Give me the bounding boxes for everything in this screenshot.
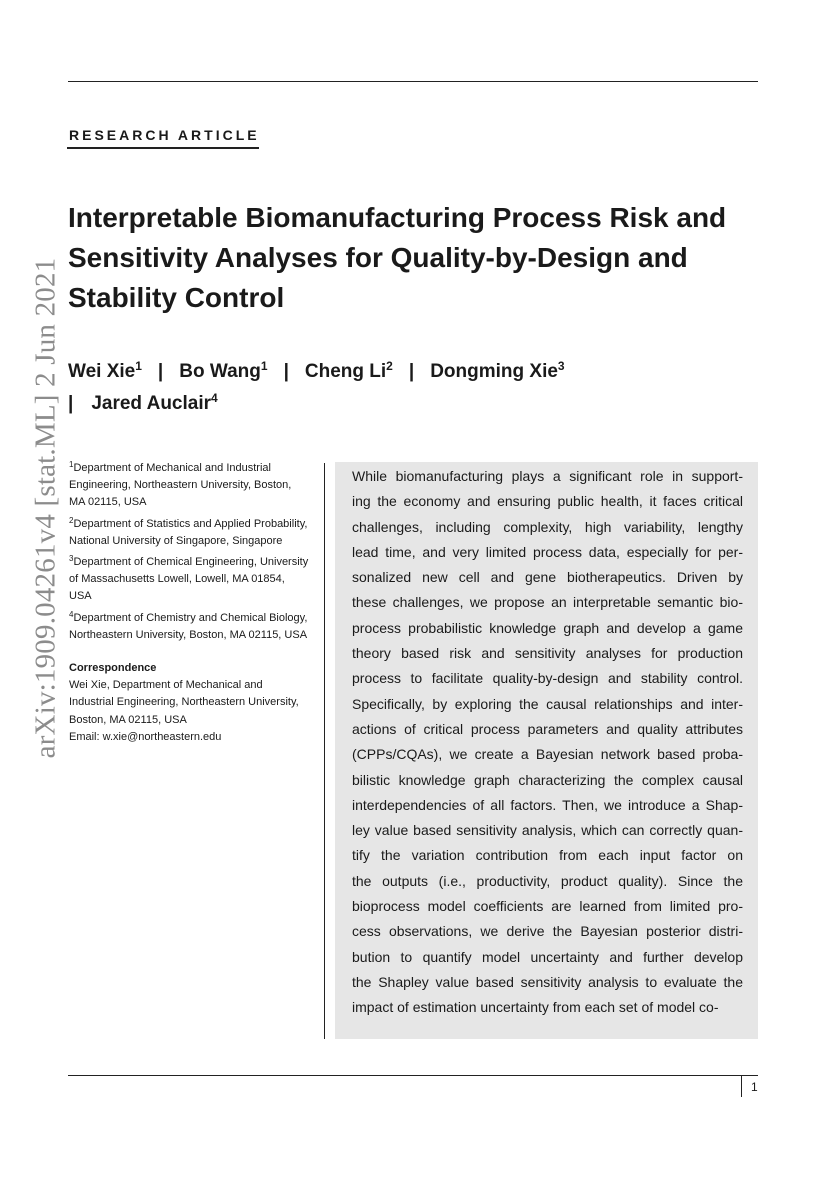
- author-affil-marker: 2: [386, 359, 393, 373]
- affiliation-text: Department of Mechanical and Industrial Engineering, Northeastern University, Boston, MA 02115, USA: [69, 462, 292, 509]
- abstract-line: interdependencies of all factors. Then, we introduce a Shap-: [352, 796, 743, 813]
- affiliation-text: Department of Chemistry and Chemical Biology, Northeastern University, Boston, MA 02115, USA: [69, 611, 308, 641]
- abstract-line: sonalized new cell and gene biotherapeutics. Driven by: [352, 569, 743, 586]
- abstract-line: bution to quantify model uncertainty and further develop: [352, 948, 743, 965]
- author-separator: |: [68, 393, 74, 414]
- author-affil-marker: 4: [211, 391, 218, 405]
- abstract-line: While biomanufacturing plays a significant role in support-: [352, 468, 743, 484]
- section-label: RESEARCH ARTICLE: [69, 127, 260, 143]
- author: [305, 361, 393, 382]
- affiliation-number: 2: [69, 515, 74, 525]
- author-name: Dongming Xie: [430, 361, 558, 382]
- abstract-line: tify the variation contribution from each input factor on: [352, 847, 743, 864]
- abstract-line: process to facilitate quality-by-design and stability control.: [352, 670, 743, 687]
- paper-title: [68, 198, 758, 318]
- affiliation-number: 1: [69, 460, 74, 469]
- correspondence-body: Wei Xie, Department of Mechanical and Industrial Engineering, Northeastern University, Boston, MA 02115, USA: [69, 679, 299, 726]
- abstract-line: Specifically, by exploring the causal relationships and inter-: [352, 695, 743, 712]
- author-affil-marker: 3: [557, 359, 565, 373]
- abstract-line: ley value based sensitivity analysis, which can correctly quan-: [352, 822, 743, 839]
- author-name: Jared Auclair: [91, 393, 212, 414]
- abstract: [352, 464, 743, 1021]
- affiliation: [69, 554, 309, 606]
- author-separator: |: [408, 361, 415, 382]
- page-number-divider: [741, 1075, 742, 1097]
- affiliation: [69, 516, 309, 550]
- abstract-line: lead time, and very limited process data, especially for per-: [352, 543, 743, 560]
- author: [179, 361, 267, 382]
- author: [68, 361, 142, 382]
- abstract-line: impact of estimation uncertainty from each set of model co-: [352, 999, 719, 1016]
- footer-rule: [68, 1075, 758, 1076]
- author-list: [68, 356, 758, 420]
- author: [430, 361, 564, 382]
- author-separator: |: [283, 361, 289, 382]
- author-name: Cheng Li: [304, 361, 387, 382]
- affiliation-text: Department of Statistics and Applied Probability, National University of Singapore, Singapore: [69, 517, 308, 547]
- author-name: Bo Wang: [179, 361, 261, 382]
- author-separator: |: [157, 361, 164, 382]
- affiliation-text: Department of Chemical Engineering, University of Massachusetts Lowell, Lowell, MA 01854, USA: [69, 556, 309, 603]
- abstract-line: (CPPs/CQAs), we create a Bayesian network based proba-: [352, 746, 743, 763]
- affiliation: [69, 460, 309, 512]
- author-row: [68, 388, 758, 420]
- author-name: Wei Xie: [68, 361, 136, 382]
- author-affil-marker: 1: [135, 359, 142, 373]
- correspondence-heading: Correspondence: [69, 662, 157, 675]
- page-number: 1: [751, 1080, 758, 1094]
- abstract-line: the Shapley value based sensitivity analysis to evaluate the: [352, 973, 743, 990]
- author-row: [68, 356, 758, 388]
- author: [91, 393, 217, 414]
- abstract-line: bilistic knowledge graph characterizing the complex causal: [352, 771, 743, 788]
- arxiv-stamp: arXiv:1909.04261v4 [stat.ML] 2 Jun 2021: [29, 257, 62, 759]
- author-affil-marker: 1: [260, 359, 268, 373]
- column-divider: [324, 463, 325, 1039]
- abstract-line: actions of critical process parameters and quality attributes: [352, 720, 743, 737]
- abstract-line: cess observations, we derive the Bayesian posterior distri-: [352, 923, 743, 940]
- affiliation-number: 4: [69, 609, 74, 619]
- abstract-line: process probabilistic knowledge graph and develop a game: [352, 619, 743, 636]
- affiliation: [69, 610, 309, 644]
- title-line: Sensitivity Analyses for Quality-by-Design and: [68, 242, 688, 273]
- affiliation-number: 3: [69, 554, 74, 564]
- abstract-line: theory based risk and sensitivity analyses for production: [352, 645, 743, 662]
- section-label-underline: [67, 147, 259, 149]
- top-rule: [68, 81, 758, 82]
- abstract-line: bioprocess model coefficients are learned from limited pro-: [352, 898, 743, 915]
- abstract-line: ing the economy and ensuring public health, it faces critical: [352, 493, 743, 510]
- title-line: Interpretable Biomanufacturing Process Risk and: [68, 202, 727, 233]
- title-line: Stability Control: [68, 282, 285, 313]
- abstract-line: challenges, including complexity, high variability, lengthy: [352, 518, 743, 535]
- abstract-line: the outputs (i.e., productivity, product quality). Since the: [352, 872, 743, 889]
- abstract-line: these challenges, we propose an interpretable semantic bio-: [352, 594, 743, 611]
- correspondence-email[interactable]: Email: w.xie@northeastern.edu: [69, 730, 222, 743]
- affiliations-column: [69, 460, 309, 746]
